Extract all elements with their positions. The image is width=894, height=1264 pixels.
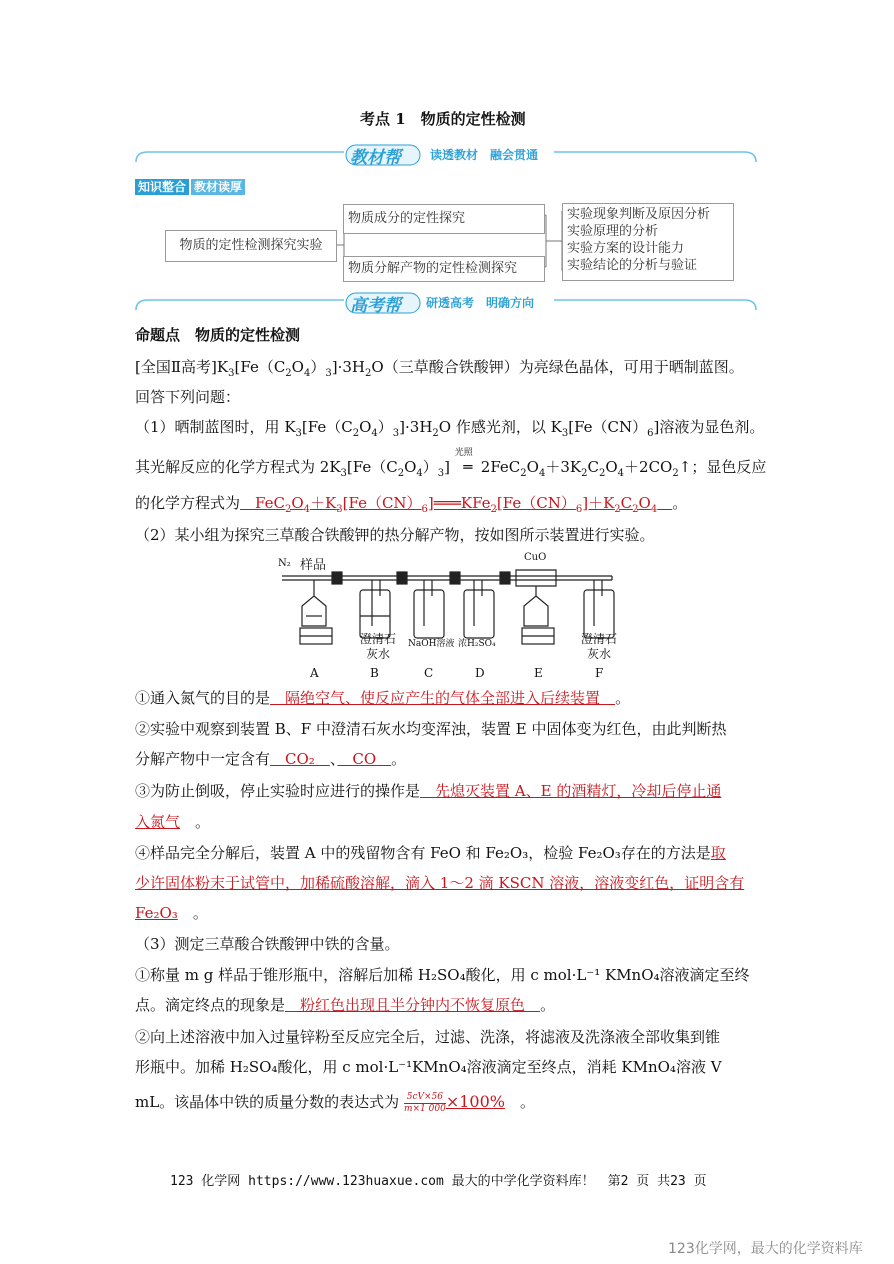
- q2-line: （2）某小组为探究三草酸合铁酸钾的热分解产物，按如图所示装置进行实验。: [135, 526, 655, 544]
- period: 。: [672, 494, 688, 512]
- n2-label: N₂: [278, 558, 291, 569]
- s4-answer-end: Fe₂O₃: [135, 904, 178, 922]
- s1-question: ①通入氮气的目的是: [135, 689, 271, 707]
- q1-text: 的化学方程式为: [135, 494, 241, 512]
- t1-line-1: ①称量 m g 样品于锥形瓶中，溶解后加稀 H₂SO₄酸化，用 c mol·L⁻¹ KMnO₄溶液滴定至终: [135, 966, 750, 984]
- banner-title: 高考帮: [350, 296, 401, 316]
- letter-d: D: [475, 666, 485, 680]
- page-heading: 考点 1 物质的定性检测: [360, 110, 526, 128]
- mindmap-root: 物质的定性检测探究实验: [165, 230, 337, 262]
- q1-text: ；显色反应: [691, 458, 767, 476]
- s3-line-1: [135, 776, 721, 806]
- s4-line-1: [135, 838, 726, 868]
- fraction-denominator: m×1 000: [403, 1103, 446, 1114]
- q1-text: 溶液为显色剂。: [659, 418, 765, 436]
- mindmap-branch-2: 物质分解产物的定性检测探究: [343, 256, 545, 282]
- apparatus-diagram: [272, 552, 632, 682]
- s3-answer: [420, 782, 721, 800]
- q1-text: 其光解反应的化学方程式为: [135, 458, 316, 476]
- mindmap-branch-1: 物质成分的定性探究: [343, 204, 545, 234]
- bottle-b-label: 澄清石灰水: [359, 632, 396, 661]
- t1-line-2: [135, 990, 555, 1020]
- t2-line-2: 形瓶中。加稀 H₂SO₄酸化，用 c mol·L⁻¹KMnO₄溶液滴定至终点，消耗 KMnO₄溶液 V: [135, 1058, 722, 1076]
- apparatus-drawing: [272, 556, 632, 682]
- tag-right: 教材读厚: [191, 179, 245, 195]
- t2-line-3: [135, 1090, 535, 1115]
- period: 。: [192, 904, 208, 922]
- watermark: 123化学网，最大的化学资料库: [668, 1241, 863, 1257]
- s1-line: [135, 683, 630, 713]
- s4-answer: 取: [710, 844, 726, 862]
- s2-line-2: 分解产物中一定含有 CO₂ 、 CO 。: [135, 750, 407, 768]
- s2-answer-1: [270, 750, 330, 768]
- light-arrow: 光照 ═: [455, 452, 481, 482]
- s4-line-2: [135, 868, 744, 898]
- bottle-d-label: 浓H₂SO₄: [458, 639, 496, 649]
- s2-answer-1-text: CO₂: [285, 750, 315, 768]
- s3-answer-cont: 入氮气: [135, 813, 181, 831]
- mindmap-leaf: 实验结论的分析与验证: [567, 258, 698, 273]
- t2-question: mL。该晶体中铁的质量分数的表达式为: [135, 1093, 400, 1111]
- knowledge-tag: [135, 177, 245, 195]
- cuo-label: CuO: [524, 552, 547, 563]
- t1-answer: [285, 996, 540, 1014]
- bottle-f-label: 澄清石灰水: [580, 632, 617, 661]
- s4-answer-cont: 少许固体粉末于试管中，加稀硫酸溶解，滴入 1～2 滴 KSCN 溶液，溶液变红色，证明含有: [135, 874, 745, 892]
- letter-f: F: [595, 666, 604, 680]
- letter-c: C: [424, 666, 434, 680]
- period: 。: [195, 813, 211, 831]
- t1-answer-text: 粉红色出现且半分钟内不恢复原色: [300, 996, 526, 1014]
- s3-answer-text: 先熄灭装置 A、E 的酒精灯，冷却后停止通: [435, 782, 722, 800]
- period: 。: [615, 689, 631, 707]
- intro-text: （三草酸合铁酸钾）为亮绿色晶体，可用于晒制蓝图。: [383, 358, 744, 376]
- intro-line: [全国Ⅱ高考]$K_3[Fe(C_2O_4)_3]\cdot 3H_2O$（三草酸合铁酸钾）为亮绿色晶体，可用于晒制蓝图。: [135, 358, 744, 379]
- fraction-numerator: 5cV×56: [404, 1092, 446, 1104]
- q1-line-2: 其光解反应的化学方程式为 $2K_3[Fe(C_2O_4)_3]$ 光照 ═ $2FeC_2O_4+3K_2C_2O_4+2CO_2↑$；显色反应: [135, 452, 766, 489]
- s2-answer-2: [337, 750, 391, 768]
- section-title: 命题点 物质的定性检测: [135, 326, 301, 344]
- ask-line: 回答下列问题：: [135, 388, 241, 406]
- answer-q1: $FeC_2O_4+K_3[Fe(CN)_6]═══KFe_2[Fe(CN)_6]+K_2C_2O_4$: [240, 494, 658, 515]
- t2-answer-percent: ×100%: [445, 1092, 505, 1111]
- banner-subtitle: 研透高考 明确方向: [426, 296, 535, 310]
- s3-line-2: [135, 807, 210, 837]
- q3-line: （3）测定三草酸合铁酸钾中铁的含量。: [135, 935, 400, 953]
- q1-text: 作感光剂，以: [455, 418, 546, 436]
- s1-answer: [270, 689, 615, 707]
- fraction: [404, 1092, 446, 1115]
- source-tag: [全国Ⅱ高考]: [135, 358, 217, 376]
- page-footer: 123 化学网 https://www.123huaxue.com 最大的中学化学资料库！ 第2 页 共23 页: [170, 1174, 707, 1189]
- period: 。: [519, 1093, 535, 1111]
- banner-title: 教材帮: [350, 148, 401, 168]
- t1-question: 点。滴定终点的现象是: [135, 996, 286, 1014]
- period: 。: [540, 996, 556, 1014]
- banner-subtitle: 读透教材 融会贯通: [430, 148, 539, 162]
- s3-question: ③为防止倒吸，停止实验时应进行的操作是: [135, 782, 421, 800]
- q1-line-1: （1）晒制蓝图时，用 $K_3[Fe(C_2O_4)_3]\cdot 3H_2O$ 作感光剂，以 $K_3[Fe(CN)_6]$溶液为显色剂。: [135, 418, 765, 439]
- period: 。: [391, 750, 407, 768]
- mindmap-leaf: 实验现象判断及原因分析: [567, 207, 711, 222]
- mindmap-leaves: [562, 203, 734, 281]
- s2-question: 分解产物中一定含有: [135, 750, 271, 768]
- s2-answer-2-text: CO: [352, 750, 377, 768]
- sample-label: 样品: [300, 558, 327, 573]
- letter-a: A: [310, 666, 319, 680]
- light-label: 光照: [454, 448, 473, 458]
- mindmap-leaf: 实验原理的分析: [567, 224, 659, 239]
- s1-answer-text: 隔绝空气、使反应产生的气体全部进入后续装置: [285, 689, 601, 707]
- q1-text: （1）晒制蓝图时，用: [135, 418, 280, 436]
- bottle-c-label: NaOH溶液: [408, 639, 455, 649]
- s2-line-1: ②实验中观察到装置 B、F 中澄清石灰水均变浑浊，装置 E 中固体变为红色，由此判断热: [135, 720, 727, 738]
- s4-line-3: [135, 898, 208, 928]
- tag-left: 知识整合: [135, 179, 189, 195]
- letter-e: E: [534, 666, 543, 680]
- t2-line-1: ②向上述溶液中加入过量锌粉至反应完全后，过滤、洗涤，将滤液及洗涤液全部收集到锥: [135, 1028, 721, 1046]
- mindmap-leaf: 实验方案的设计能力: [567, 241, 685, 256]
- s4-question: ④样品完全分解后，装置 A 中的残留物含有 FeO 和 Fe₂O₃，检验 Fe₂O₃存在的方法是: [135, 844, 711, 862]
- letter-b: B: [370, 666, 379, 680]
